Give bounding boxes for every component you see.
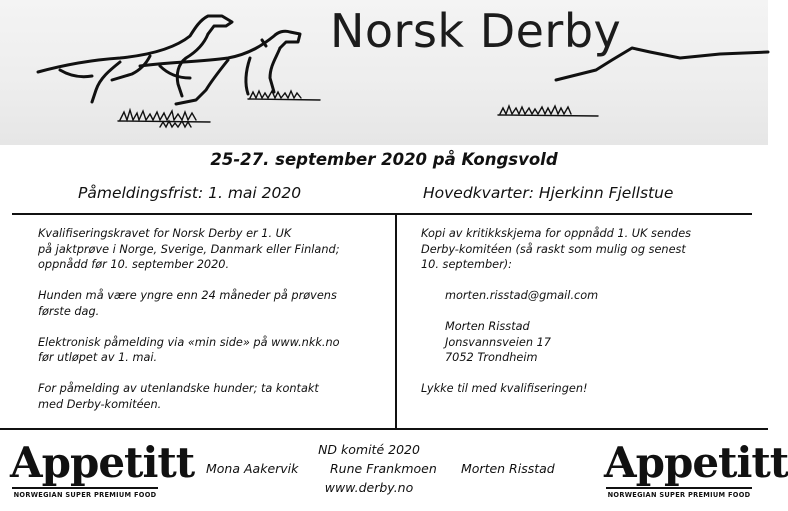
divider-bottom: [0, 428, 768, 430]
committee-member: Mona Aakervik: [206, 461, 299, 476]
sponsor-logo-right: [604, 438, 788, 499]
event-date: 25-27. september 2020 på Kongsvold: [210, 150, 558, 169]
headquarters-heading: Hovedkvarter: Hjerkinn Fjellstue: [423, 184, 674, 202]
sponsor-tagline: NORWEGIAN SUPER PREMIUM FOOD: [13, 491, 157, 499]
foreign-dogs-text: For påmelding av utenlandske hunder; ta kontakt med Derby-komitéen.: [38, 382, 319, 411]
pointer-dog-icon: [38, 16, 232, 102]
sponsor-name: Appetitt: [604, 438, 788, 487]
qualification-text: Kvalifiseringskravet for Norsk Derby er 1. UK på jaktprøve i Norge, Sverige, Danmark eller Finland; oppnådd før 10. september 2020.: [38, 227, 340, 271]
contact-email[interactable]: morten.risstad@gmail.com: [445, 289, 599, 302]
deadline-heading: Påmeldingsfrist: 1. mai 2020: [78, 184, 302, 202]
divider-top: [12, 213, 752, 215]
postal-address: Morten Risstad Jonsvannsveien 17 7052 Trondheim: [445, 320, 551, 364]
setter-dog-icon: [140, 31, 300, 104]
committee-title: ND komité 2020: [318, 442, 420, 457]
right-column: [421, 226, 751, 397]
sponsor-tagline: NORWEGIAN SUPER PREMIUM FOOD: [607, 491, 751, 499]
divider-vertical: [395, 215, 397, 428]
age-requirement-text: Hunden må være yngre enn 24 måneder på prøvens første dag.: [38, 289, 337, 318]
header-banner: [0, 0, 768, 145]
page-title: Norsk Derby: [330, 4, 622, 58]
grass-icon: [118, 91, 598, 127]
left-column: [38, 226, 383, 412]
registration-text: Elektronisk påmelding via «min side» på www.nkk.no før utløpet av 1. mai.: [38, 335, 340, 364]
committee-member: Rune Frankmoen: [330, 461, 437, 476]
committee-member: Morten Risstad: [461, 461, 555, 476]
sponsor-name: Appetitt: [10, 438, 195, 487]
website-link[interactable]: www.derby.no: [324, 480, 414, 495]
critique-copy-text: Kopi av kritikkskjema for oppnådd 1. UK sendes Derby-komitéen (så raskt som mulig og senest 10. september):: [421, 227, 692, 271]
closing-text: Lykke til med kvalifiseringen!: [421, 382, 588, 395]
